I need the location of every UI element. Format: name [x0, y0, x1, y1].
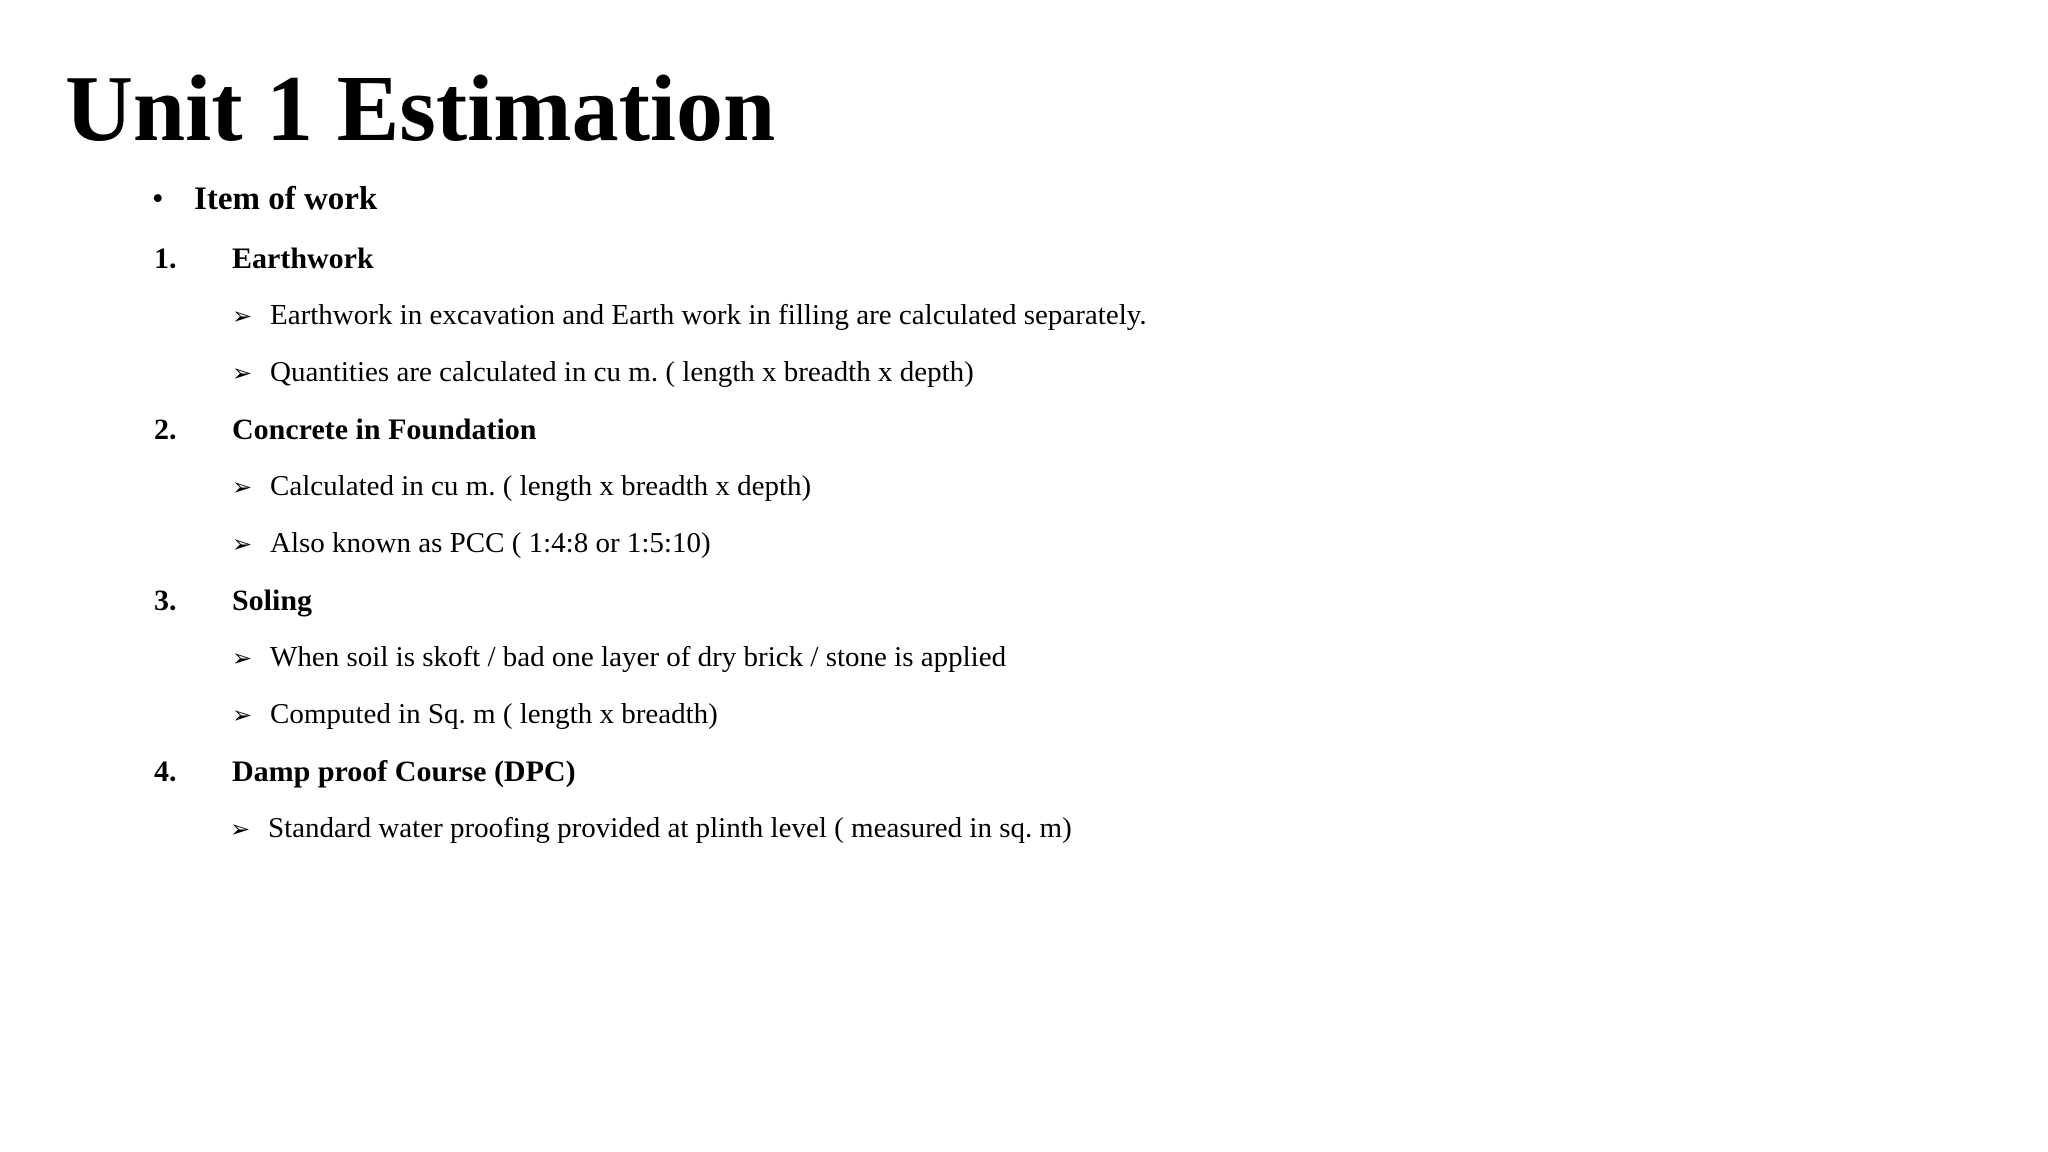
- arrow-bullet-icon: ➢: [232, 302, 253, 330]
- arrow-bullet-icon: ➢: [230, 815, 251, 843]
- item-number: 1.: [154, 242, 177, 275]
- item-label: Damp proof Course (DPC): [232, 755, 576, 788]
- bullet-dot: •: [152, 181, 164, 217]
- item-earthwork: [154, 242, 374, 276]
- item-number: 4.: [154, 755, 177, 788]
- point-earthwork-1: [232, 299, 1147, 332]
- arrow-bullet-icon: ➢: [232, 530, 253, 558]
- point-text: Earthwork in excavation and Earth work in filling are calculated separately.: [270, 299, 1147, 331]
- item-label: Concrete in Foundation: [232, 413, 537, 446]
- heading-item-of-work: [152, 181, 377, 218]
- item-label: Earthwork: [232, 242, 374, 275]
- item-soling: [154, 584, 312, 618]
- arrow-bullet-icon: ➢: [232, 644, 253, 672]
- point-text: Standard water proofing provided at plinth level ( measured in sq. m): [268, 812, 1072, 844]
- heading-text: Item of work: [194, 181, 378, 217]
- point-text: Also known as PCC ( 1:4:8 or 1:5:10): [270, 527, 711, 559]
- point-earthwork-2: [232, 356, 974, 389]
- point-concrete-2: [232, 527, 711, 560]
- arrow-bullet-icon: ➢: [232, 359, 253, 387]
- point-text: When soil is skoft / bad one layer of dry brick / stone is applied: [270, 641, 1007, 673]
- item-damp-proof-course: [154, 755, 576, 789]
- arrow-bullet-icon: ➢: [232, 473, 253, 501]
- point-soling-2: [232, 698, 718, 731]
- point-text: Calculated in cu m. ( length x breadth x depth): [270, 470, 812, 502]
- point-dpc-1: [230, 812, 1072, 845]
- point-concrete-1: [232, 470, 811, 503]
- point-text: Computed in Sq. m ( length x breadth): [270, 698, 718, 730]
- item-label: Soling: [232, 584, 313, 617]
- item-concrete-in-foundation: [154, 413, 536, 447]
- item-number: 3.: [154, 584, 177, 617]
- item-number: 2.: [154, 413, 177, 446]
- point-soling-1: [232, 641, 1006, 674]
- point-text: Quantities are calculated in cu m. ( length x breadth x depth): [270, 356, 974, 388]
- arrow-bullet-icon: ➢: [232, 701, 253, 729]
- slide-title: Unit 1 Estimation: [65, 57, 776, 161]
